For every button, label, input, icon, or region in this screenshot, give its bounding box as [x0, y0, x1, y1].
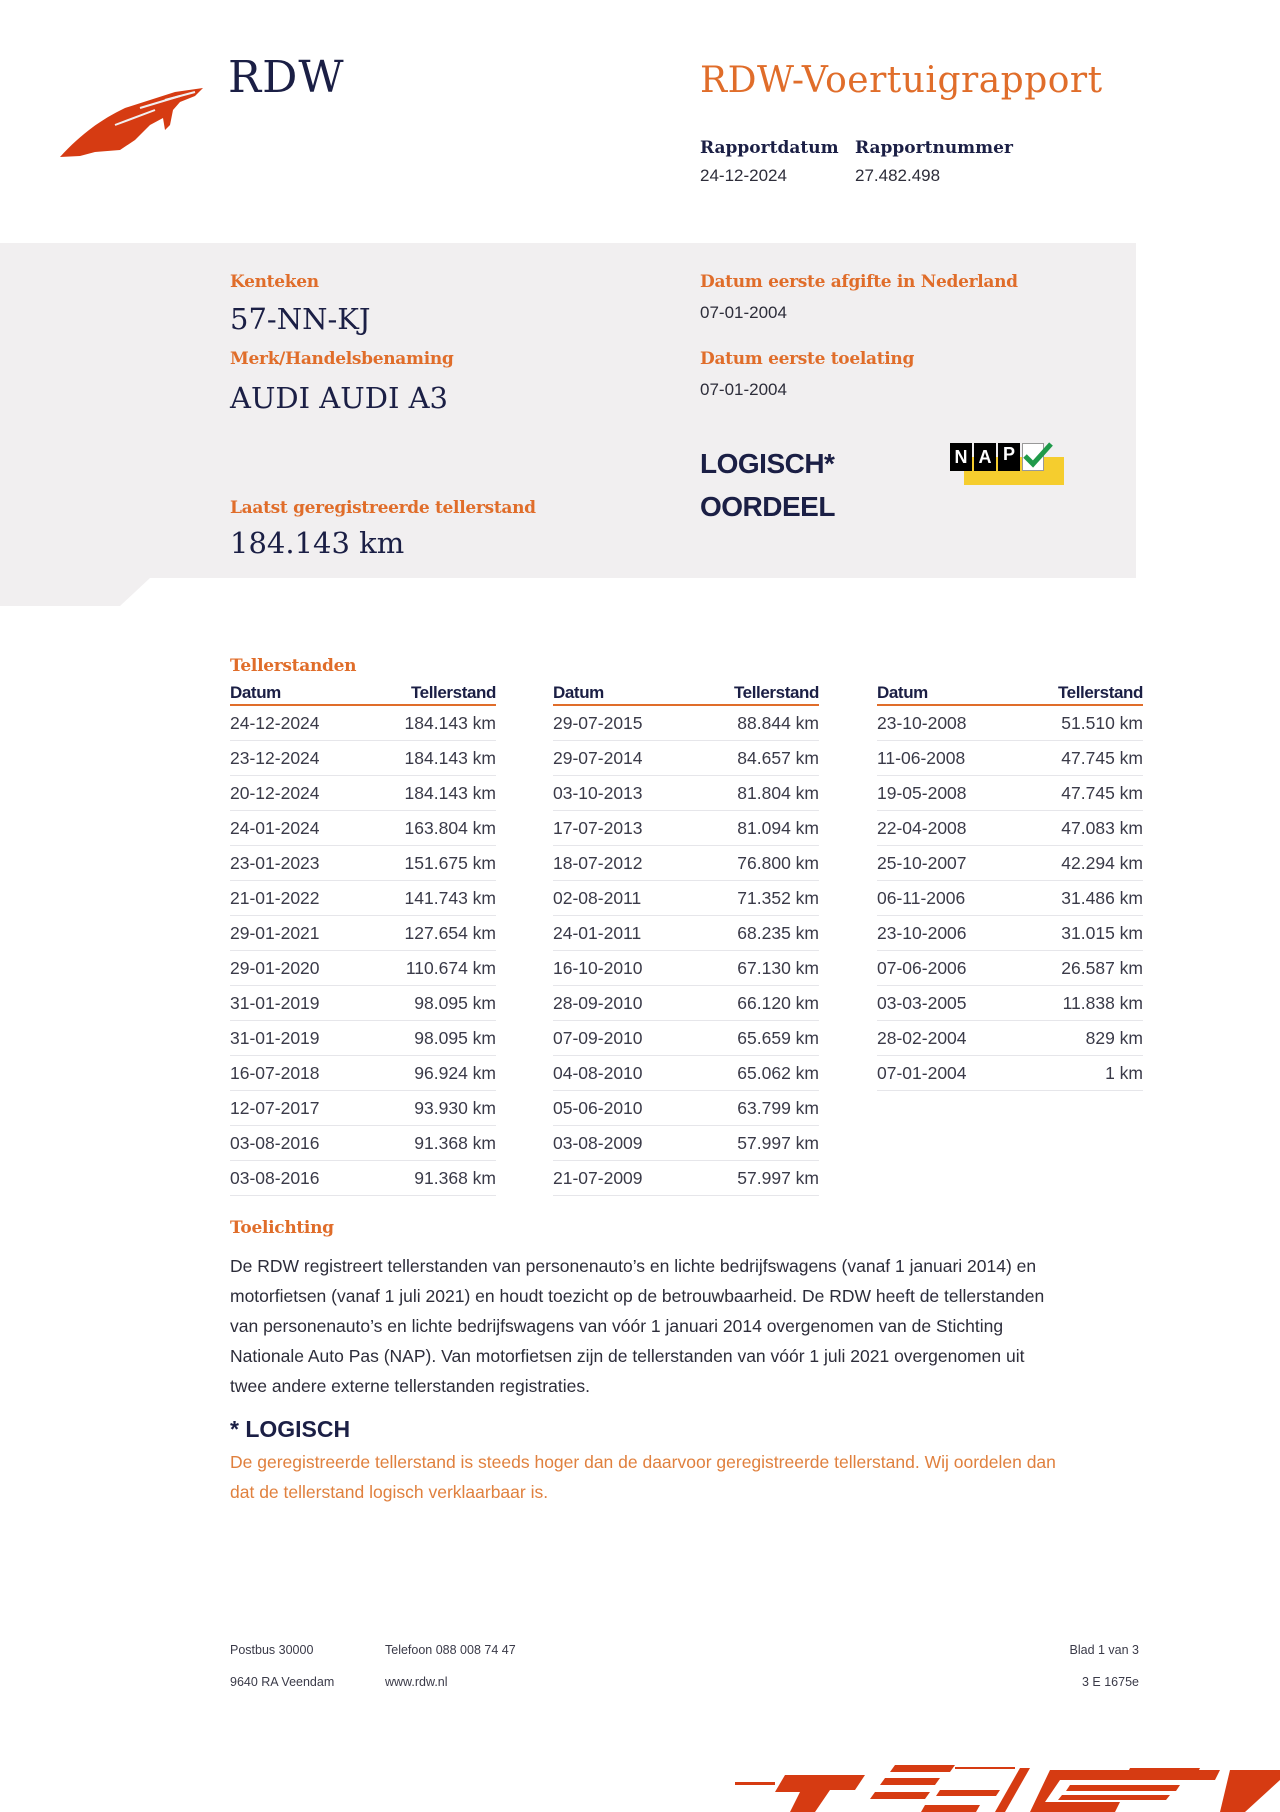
decorative-stripes-icon: [700, 1740, 1280, 1812]
table-row: [230, 776, 496, 811]
row-date: 06-11-2006: [877, 888, 966, 908]
row-reading: 829 km: [1085, 1028, 1143, 1048]
row-date: 29-07-2014: [553, 748, 643, 768]
report-date-label: Rapportdatum: [700, 138, 839, 158]
row-date: 19-05-2008: [877, 783, 967, 803]
table-row: [877, 741, 1143, 776]
table-row: [230, 846, 496, 881]
row-date: 03-10-2013: [553, 783, 643, 803]
table-row: [877, 776, 1143, 811]
row-reading: 31.015 km: [1061, 923, 1143, 943]
first-admission-label: Datum eerste toelating: [700, 349, 915, 369]
row-reading: 47.745 km: [1061, 783, 1143, 803]
row-reading: 26.587 km: [1061, 958, 1143, 978]
row-reading: 110.674 km: [405, 958, 496, 978]
last-odometer-label: Laatst geregistreerde tellerstand: [230, 498, 536, 518]
row-reading: 57.997 km: [737, 1168, 819, 1188]
text-line: dat de tellerstand logisch verklaarbaar is.: [230, 1482, 549, 1502]
text-line: twee andere externe tellerstanden registraties.: [230, 1376, 590, 1396]
footer-website-link[interactable]: www.rdw.nl: [385, 1675, 448, 1689]
row-date: 28-09-2010: [553, 993, 643, 1013]
report-number: 27.482.498: [855, 166, 941, 185]
table-row: [877, 1056, 1143, 1091]
row-reading: 1 km: [1105, 1063, 1143, 1083]
judgement-status: LOGISCH*: [700, 448, 835, 479]
row-reading: 65.062 km: [737, 1063, 819, 1083]
column-header-reading: Tellerstand: [733, 683, 819, 702]
row-date: 07-06-2006: [877, 958, 967, 978]
row-date: 20-12-2024: [230, 783, 320, 803]
row-date: 24-01-2011: [553, 923, 642, 943]
row-date: 23-10-2008: [877, 713, 967, 733]
row-reading: 42.294 km: [1061, 853, 1143, 873]
row-reading: 31.486 km: [1061, 888, 1143, 908]
table-row: [553, 1021, 819, 1056]
odometer-table-3: [877, 683, 1143, 1091]
row-date: 23-01-2023: [230, 853, 320, 873]
text-line: De geregistreerde tellerstand is steeds hoger dan de daarvoor geregistreerde tellerstand. Wij oordelen dan: [230, 1452, 1056, 1472]
row-reading: 65.659 km: [737, 1028, 819, 1048]
row-reading: 81.094 km: [737, 818, 819, 838]
row-date: 03-08-2016: [230, 1168, 320, 1188]
row-date: 18-07-2012: [553, 853, 643, 873]
row-date: 31-01-2019: [230, 1028, 320, 1048]
nap-badge-icon: [950, 443, 1064, 485]
column-header-reading: Tellerstand: [410, 683, 496, 702]
table-row: [877, 986, 1143, 1021]
row-reading: 98.095 km: [414, 1028, 496, 1048]
row-date: 21-07-2009: [553, 1168, 643, 1188]
row-reading: 184.143 km: [404, 748, 496, 768]
table-row: [877, 706, 1143, 741]
row-date: 28-02-2004: [877, 1028, 967, 1048]
table-row: [230, 741, 496, 776]
make-model: AUDI AUDI A3: [230, 381, 449, 415]
row-date: 29-01-2020: [230, 958, 320, 978]
row-reading: 11.838 km: [1062, 993, 1143, 1013]
row-date: 21-01-2022: [230, 888, 320, 908]
rdw-logo-icon: [55, 80, 205, 160]
row-reading: 163.804 km: [404, 818, 496, 838]
table-row: [553, 1161, 819, 1196]
nap-letter-a: A: [974, 443, 996, 471]
row-reading: 141.743 km: [404, 888, 496, 908]
row-reading: 91.368 km: [414, 1133, 496, 1153]
row-reading: 151.675 km: [404, 853, 496, 873]
first-issue-nl-label: Datum eerste afgifte in Nederland: [700, 272, 1018, 292]
nap-letter-n: N: [950, 443, 972, 471]
row-date: 22-04-2008: [877, 818, 967, 838]
table-row: [553, 1056, 819, 1091]
panel-notch: [0, 578, 150, 606]
table-header: [230, 683, 496, 706]
row-reading: 184.143 km: [404, 713, 496, 733]
text-line: Nationale Auto Pas (NAP). Van motorfietsen zijn de tellerstanden van vóór 1 juli 2021 overgenomen uit: [230, 1346, 1025, 1366]
table-row: [553, 1126, 819, 1161]
row-reading: 63.799 km: [737, 1098, 819, 1118]
table-row: [230, 1056, 496, 1091]
row-reading: 96.924 km: [414, 1063, 496, 1083]
make-label: Merk/Handelsbenaming: [230, 349, 454, 369]
table-row: [553, 706, 819, 741]
row-date: 07-01-2004: [877, 1063, 967, 1083]
footer-phone: Telefoon 088 008 74 47: [385, 1643, 516, 1657]
row-reading: 127.654 km: [404, 923, 496, 943]
row-date: 11-06-2008: [877, 748, 966, 768]
column-header-reading: Tellerstand: [1057, 683, 1143, 702]
plate-label: Kenteken: [230, 272, 319, 292]
last-odometer-value: 184.143 km: [230, 526, 405, 560]
table-row: [553, 986, 819, 1021]
table-row: [553, 951, 819, 986]
row-date: 04-08-2010: [553, 1063, 643, 1083]
row-reading: 91.368 km: [414, 1168, 496, 1188]
row-reading: 93.930 km: [414, 1098, 496, 1118]
row-date: 03-08-2016: [230, 1133, 320, 1153]
first-issue-nl-date: 07-01-2004: [700, 303, 787, 322]
row-reading: 184.143 km: [404, 783, 496, 803]
table-row: [230, 706, 496, 741]
table-row: [553, 741, 819, 776]
table-header: [877, 683, 1143, 706]
row-date: 12-07-2017: [230, 1098, 320, 1118]
row-reading: 81.804 km: [737, 783, 819, 803]
explanation-title: Toelichting: [230, 1218, 334, 1238]
table-row: [230, 986, 496, 1021]
table-row: [230, 951, 496, 986]
column-header-date: Datum: [553, 683, 604, 702]
table-row: [230, 916, 496, 951]
report-title: RDW-Voertuigrapport: [700, 60, 1103, 101]
footer-address2: 9640 RA Veendam: [230, 1675, 335, 1689]
footer-address1: Postbus 30000: [230, 1643, 314, 1657]
row-reading: 51.510 km: [1061, 713, 1143, 733]
table-row: [553, 846, 819, 881]
table-row: [230, 1161, 496, 1196]
row-reading: 84.657 km: [737, 748, 819, 768]
table-row: [877, 916, 1143, 951]
check-icon: [1022, 443, 1044, 471]
row-reading: 66.120 km: [737, 993, 819, 1013]
document-code: 3 E 1675e: [1082, 1675, 1139, 1689]
row-date: 29-07-2015: [553, 713, 643, 733]
row-reading: 76.800 km: [737, 853, 819, 873]
explanation-text: [230, 1251, 1170, 1401]
table-row: [877, 811, 1143, 846]
judgement-label: OORDEEL: [700, 491, 835, 522]
table-row: [553, 1091, 819, 1126]
row-date: 25-10-2007: [877, 853, 967, 873]
table-row: [877, 1021, 1143, 1056]
table-row: [877, 846, 1143, 881]
report-date: 24-12-2024: [700, 166, 787, 185]
row-date: 31-01-2019: [230, 993, 320, 1013]
row-date: 23-10-2006: [877, 923, 967, 943]
report-number-label: Rapportnummer: [855, 138, 1013, 158]
odometer-section-title: Tellerstanden: [230, 656, 357, 676]
row-date: 16-10-2010: [553, 958, 643, 978]
odometer-table-2: [553, 683, 819, 1196]
row-date: 24-01-2024: [230, 818, 320, 838]
row-date: 03-08-2009: [553, 1133, 643, 1153]
row-reading: 47.745 km: [1061, 748, 1143, 768]
column-header-date: Datum: [230, 683, 281, 702]
row-date: 23-12-2024: [230, 748, 320, 768]
row-date: 05-06-2010: [553, 1098, 643, 1118]
row-date: 29-01-2021: [230, 923, 320, 943]
row-date: 07-09-2010: [553, 1028, 643, 1048]
row-reading: 67.130 km: [737, 958, 819, 978]
row-reading: 98.095 km: [414, 993, 496, 1013]
column-header-date: Datum: [877, 683, 928, 702]
brand-name: RDW: [228, 52, 345, 103]
table-row: [230, 881, 496, 916]
table-row: [230, 1021, 496, 1056]
table-header: [553, 683, 819, 706]
logisch-text: [230, 1447, 1170, 1507]
row-date: 24-12-2024: [230, 713, 320, 733]
row-reading: 88.844 km: [737, 713, 819, 733]
row-date: 16-07-2018: [230, 1063, 320, 1083]
row-date: 03-03-2005: [877, 993, 967, 1013]
table-row: [877, 881, 1143, 916]
vehicle-summary-panel: [0, 243, 1136, 578]
nap-letter-p: P: [998, 443, 1020, 471]
row-reading: 71.352 km: [737, 888, 819, 908]
table-row: [230, 1091, 496, 1126]
text-line: van personenauto’s en lichte bedrijfswagens van vóór 1 januari 2014 overgenomen van de Stichting: [230, 1316, 1004, 1336]
table-row: [877, 951, 1143, 986]
text-line: motorfietsen (vanaf 1 juli 2021) en houdt toezicht op de betrouwbaarheid. De RDW heeft de tellerstanden: [230, 1286, 1045, 1306]
logisch-title: * LOGISCH: [230, 1416, 351, 1442]
first-admission-date: 07-01-2004: [700, 380, 787, 399]
license-plate: 57-NN-KJ: [230, 302, 371, 336]
page-number: Blad 1 van 3: [1069, 1643, 1139, 1657]
row-reading: 47.083 km: [1061, 818, 1143, 838]
table-row: [230, 811, 496, 846]
table-row: [553, 776, 819, 811]
table-row: [553, 811, 819, 846]
table-row: [553, 916, 819, 951]
table-row: [553, 881, 819, 916]
table-row: [230, 1126, 496, 1161]
text-line: De RDW registreert tellerstanden van personenauto’s en lichte bedrijfswagens (vanaf 1 januari 2014) en: [230, 1256, 1037, 1276]
row-date: 02-08-2011: [553, 888, 642, 908]
row-reading: 57.997 km: [737, 1133, 819, 1153]
odometer-table-1: [230, 683, 496, 1196]
row-date: 17-07-2013: [553, 818, 643, 838]
row-reading: 68.235 km: [737, 923, 819, 943]
